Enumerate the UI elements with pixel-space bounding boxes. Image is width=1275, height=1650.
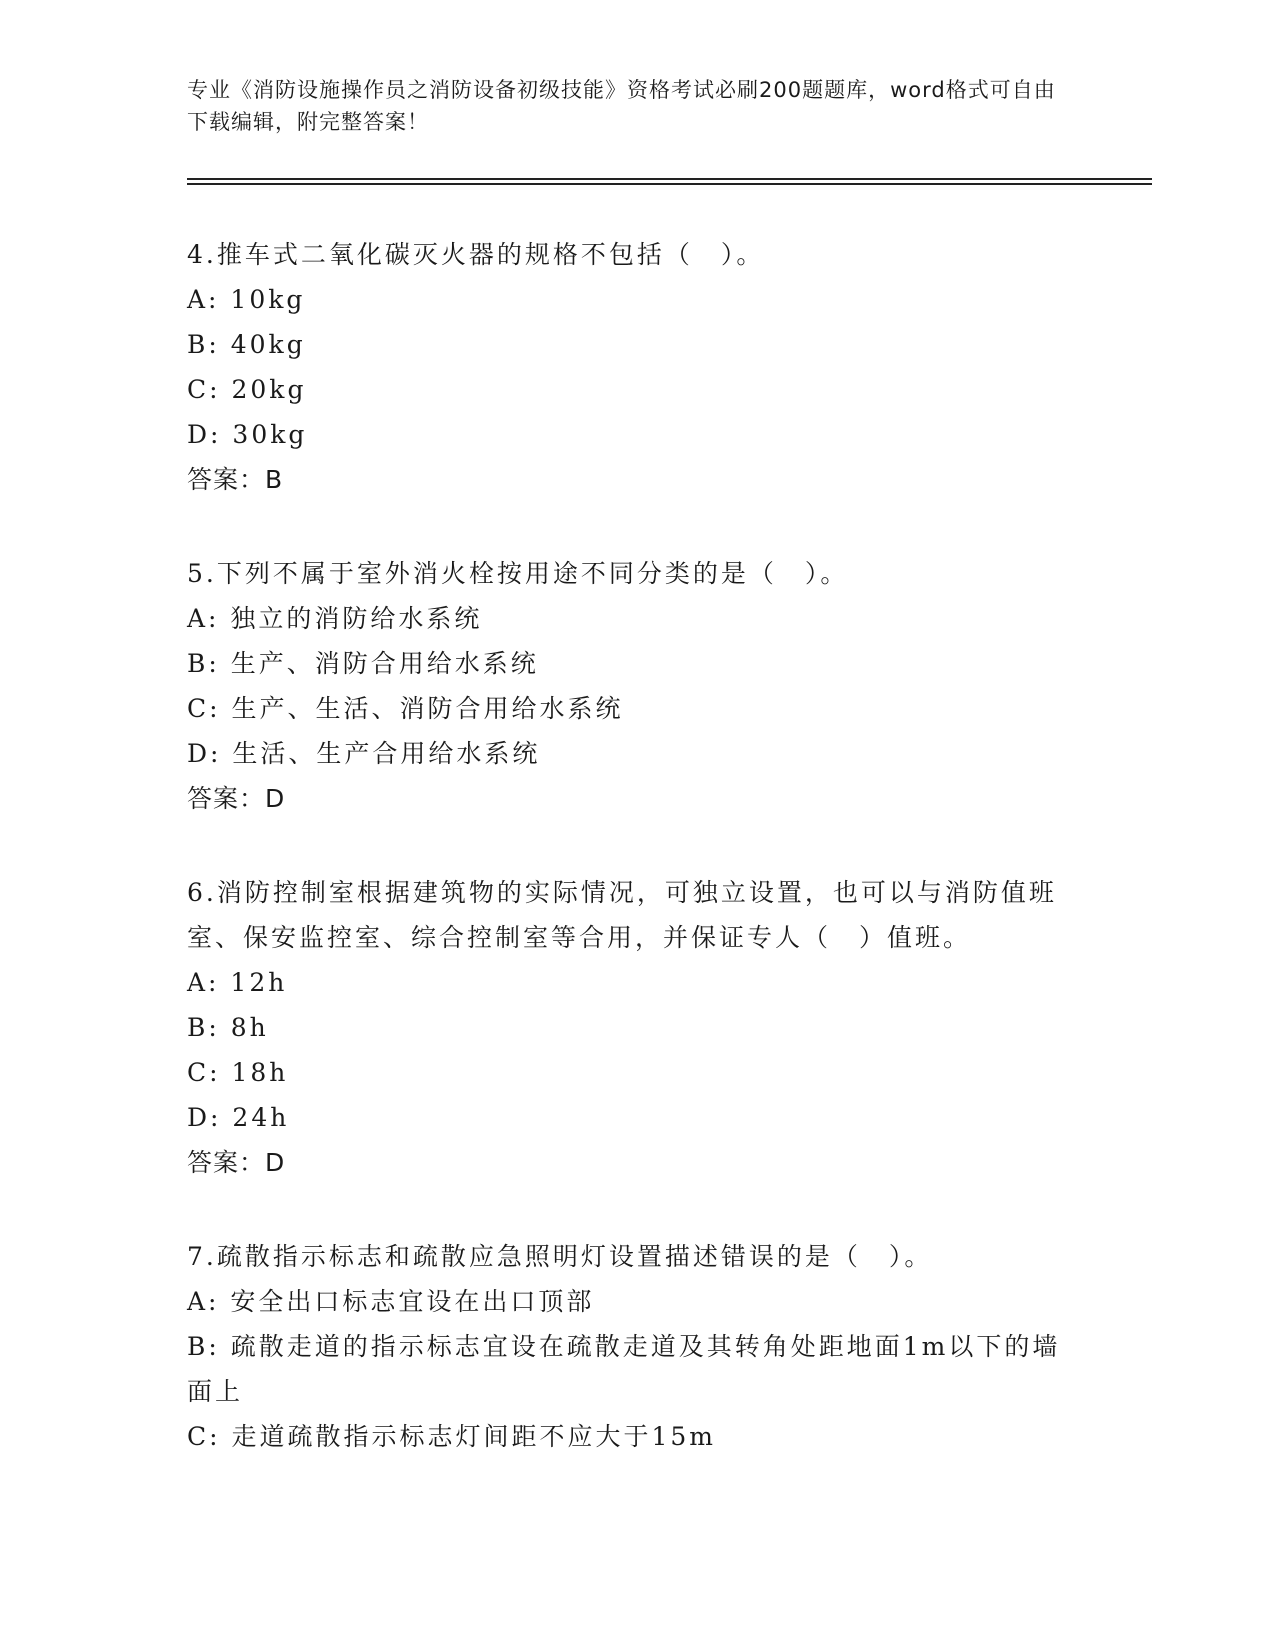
option-c: C: 20kg	[187, 375, 307, 404]
option-d: D: 24h	[187, 1103, 290, 1132]
question-stem: 6.消防控制室根据建筑物的实际情况，可独立设置，也可以与消防值班室、保安监控室、综合控制室等合用，并保证专人（ ）值班。	[187, 878, 1057, 952]
option-b: B: 40kg	[187, 330, 306, 359]
question-stem: 7.疏散指示标志和疏散应急照明灯设置描述错误的是（ ）。	[187, 1242, 933, 1271]
option-d: D: 生活、生产合用给水系统	[187, 739, 541, 768]
question-6	[187, 870, 1067, 1185]
answer: 答案：B	[187, 465, 284, 494]
option-c: C: 走道疏散指示标志灯间距不应大于15m	[187, 1422, 717, 1451]
option-b: B: 8h	[187, 1013, 269, 1042]
question-stem: 4.推车式二氧化碳灭火器的规格不包括（ ）。	[187, 240, 765, 269]
option-a: A: 独立的消防给水系统	[187, 604, 483, 633]
header-divider-top	[187, 178, 1152, 180]
option-b: B: 疏散走道的指示标志宜设在疏散走道及其转角处距地面1m以下的墙面上	[187, 1332, 1061, 1406]
question-4	[187, 232, 1067, 502]
option-c: C: 18h	[187, 1058, 289, 1087]
answer: 答案：D	[187, 784, 286, 813]
option-b: B: 生产、消防合用给水系统	[187, 649, 539, 678]
document-header: 专业《消防设施操作员之消防设备初级技能》资格考试必刷200题题库，word格式可自由下载编辑，附完整答案！	[187, 78, 1056, 134]
question-5	[187, 551, 1067, 821]
option-a: A: 12h	[187, 968, 288, 997]
option-d: D: 30kg	[187, 420, 308, 449]
header-divider-bottom	[187, 183, 1152, 185]
question-stem: 5.下列不属于室外消火栓按用途不同分类的是（ ）。	[187, 559, 849, 588]
question-7	[187, 1234, 1067, 1459]
answer: 答案：D	[187, 1148, 286, 1177]
option-c: C: 生产、生活、消防合用给水系统	[187, 694, 624, 723]
option-a: A: 安全出口标志宜设在出口顶部	[187, 1287, 595, 1316]
option-a: A: 10kg	[187, 285, 306, 314]
